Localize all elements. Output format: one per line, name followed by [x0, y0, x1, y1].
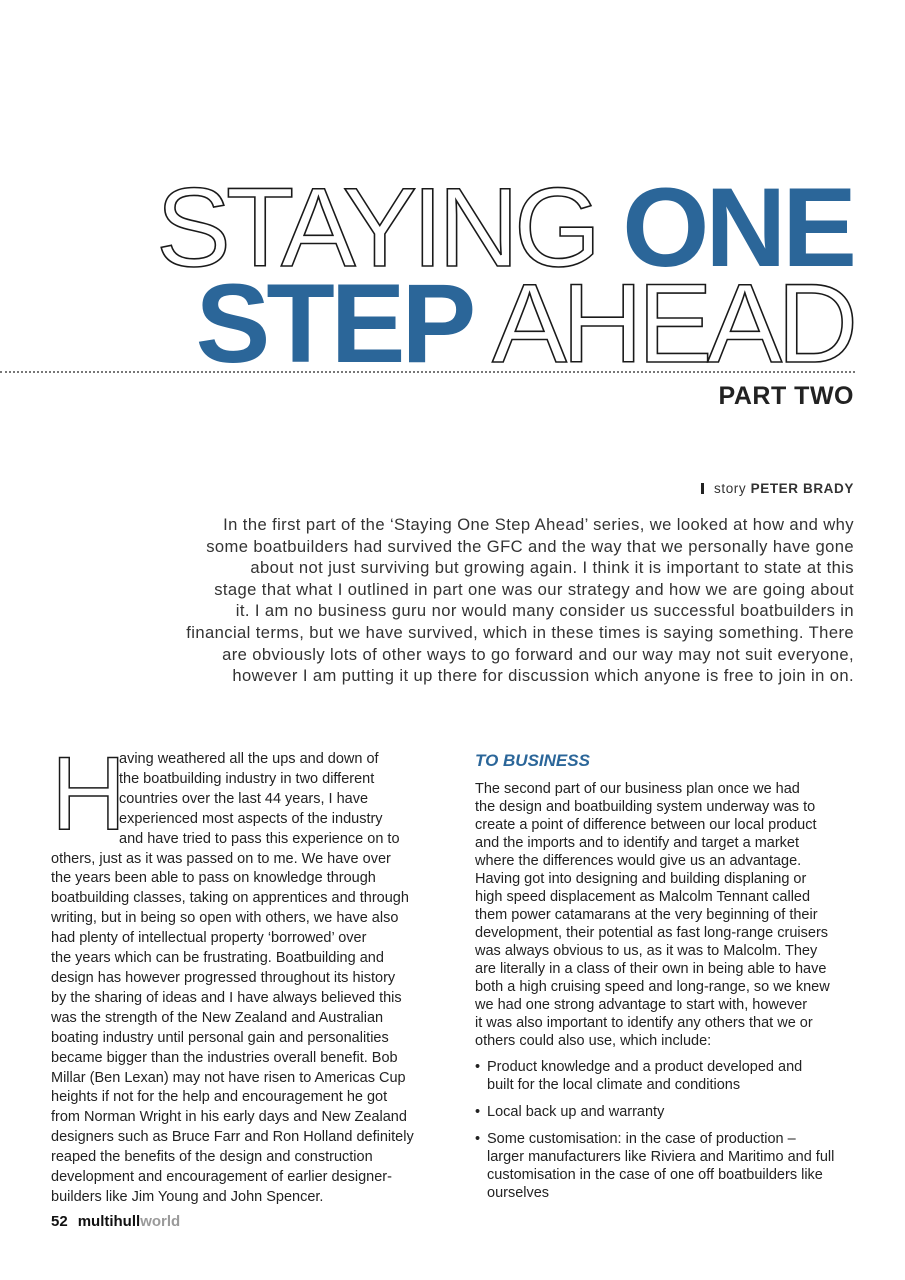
dotted-divider [0, 371, 855, 373]
body-line: reaped the benefits of the design and construction [51, 1149, 373, 1166]
body-line: development, their potential as fast long-range cruisers [475, 925, 829, 941]
body-line: boating industry until personal gain and personalities [51, 1029, 389, 1046]
body-line: create a point of difference between our local product [475, 817, 817, 833]
body-line: both a high cruising speed and long-range, so we knew [475, 979, 830, 995]
body-line: it was also important to identify any others that we or [475, 1015, 813, 1031]
intro-line: however I am putting it up there for discussion which anyone is free to join in on. [232, 666, 854, 686]
intro-line: In the first part of the ‘Staying One Step Ahead’ series, we looked at how and why [223, 515, 854, 534]
intro-line: about not just surviving but growing again. I think it is important to state at this [250, 558, 854, 578]
bullet-line: customisation in the case of one off boatbuilders like [487, 1167, 823, 1183]
body-line: from Norman Wright in his early days and New Zealand [51, 1109, 407, 1126]
body-line: the years which can be frustrating. Boatbuilding and [51, 950, 384, 967]
bullet-icon: • [475, 1104, 481, 1120]
body-line: countries over the last 44 years, I have [119, 790, 369, 807]
bullet-list [475, 1058, 860, 1202]
headline-word-ahead: AHEAD [492, 261, 853, 386]
byline-bar [701, 483, 704, 494]
left-column-body [51, 750, 436, 1208]
list-item [475, 1130, 860, 1202]
intro-line: it. I am no business guru nor would many consider us successful boatbuilders in [235, 601, 854, 621]
page-number: 52 [51, 1213, 68, 1230]
body-line: writing, but in being so open with others, we have also [51, 910, 399, 927]
body-line: was the strength of the New Zealand and Australian [51, 1009, 384, 1026]
body-line: the design and boatbuilding system underway was to [475, 799, 816, 815]
subtitle: PART TWO [718, 382, 854, 410]
list-item [475, 1058, 860, 1094]
body-line: boatbuilding classes, taking on apprentices and through [51, 890, 409, 907]
bullet-line: Product knowledge and a product developed and [487, 1059, 803, 1075]
body-line: Millar (Ben Lexan) may not have risen to Americas Cup [51, 1069, 406, 1086]
body-line: aving weathered all the ups and down of [119, 751, 379, 767]
body-line: and have tried to pass this experience on to [119, 830, 400, 847]
body-line: the boatbuilding industry in two different [119, 770, 375, 787]
body-line: The second part of our business plan once we had [475, 781, 800, 797]
body-line: and the imports and to identify and target a market [475, 835, 800, 851]
body-line: them power catamarans at the very beginning of their [475, 907, 818, 923]
body-line: Having got into designing and building displaning or [475, 871, 807, 887]
magazine-brand-bold: multihull [77, 1213, 141, 1230]
body-line: development and encouragement of earlier designer- [51, 1169, 392, 1186]
body-line: high speed displacement as Malcolm Tennant called [475, 889, 811, 905]
byline-prefix: story [714, 481, 747, 496]
body-line: by the sharing of ideas and I have always believed this [51, 989, 402, 1006]
body-line: the years been able to pass on knowledge through [51, 870, 376, 887]
body-line: others could also use, which include: [475, 1033, 712, 1049]
body-line: where the differences would give us an advantage. [475, 853, 802, 869]
right-column-body [475, 750, 860, 1211]
body-line: had plenty of intellectual property ‘borrowed’ over [51, 930, 367, 947]
body-line: others, just as it was passed on to me. We have over [51, 850, 391, 867]
headline-word-staying: STAYING [156, 165, 597, 290]
intro-line: financial terms, but we have survived, which in these times is saying something. There [186, 622, 854, 642]
bullet-line: larger manufacturers like Riviera and Maritimo and full [487, 1149, 835, 1165]
body-line: was always obvious to us, as it was to Malcolm. They [475, 943, 818, 959]
page-footer [51, 1213, 180, 1230]
body-line: designers such as Bruce Farr and Ron Holland definitely [51, 1129, 414, 1146]
bullet-icon: • [475, 1059, 481, 1075]
bullet-line: Some customisation: in the case of production – [487, 1131, 796, 1147]
intro-paragraph [140, 514, 854, 687]
body-line: heights if not for the help and encouragement he got [51, 1089, 388, 1106]
byline [701, 481, 854, 496]
headline-word-step: STEP [195, 261, 473, 386]
headline-line-2 [195, 261, 853, 386]
body-line: we had one strong advantage to start with, however [475, 997, 808, 1013]
bullet-line: Local back up and warranty [487, 1104, 665, 1120]
body-line: design has however progressed throughout its history [51, 969, 396, 986]
body-line: experienced most aspects of the industry [119, 810, 383, 827]
magazine-brand-light: world [140, 1213, 181, 1230]
body-line: are literally in a class of their own in being able to have [475, 961, 827, 977]
intro-line: some boatbuilders had survived the GFC and the way that we personally have gone [206, 536, 854, 556]
body-line: builders like Jim Young and John Spencer. [51, 1188, 324, 1205]
bullet-line: built for the local climate and conditions [487, 1077, 741, 1093]
body-line: became bigger than the industries overall benefit. Bob [51, 1049, 398, 1066]
drop-cap: H [51, 752, 127, 838]
headline-word-one: ONE [622, 165, 853, 290]
bullet-icon: • [475, 1131, 481, 1147]
intro-line: are obviously lots of other ways to go forward and our way may not suit everyone, [222, 644, 854, 664]
section-heading: TO BUSINESS [475, 751, 590, 770]
byline-author: PETER BRADY [750, 481, 854, 496]
bullet-line: ourselves [487, 1185, 550, 1201]
list-item [475, 1103, 860, 1121]
intro-line: stage that what I outlined in part one was our strategy and how we are going about [214, 579, 854, 599]
